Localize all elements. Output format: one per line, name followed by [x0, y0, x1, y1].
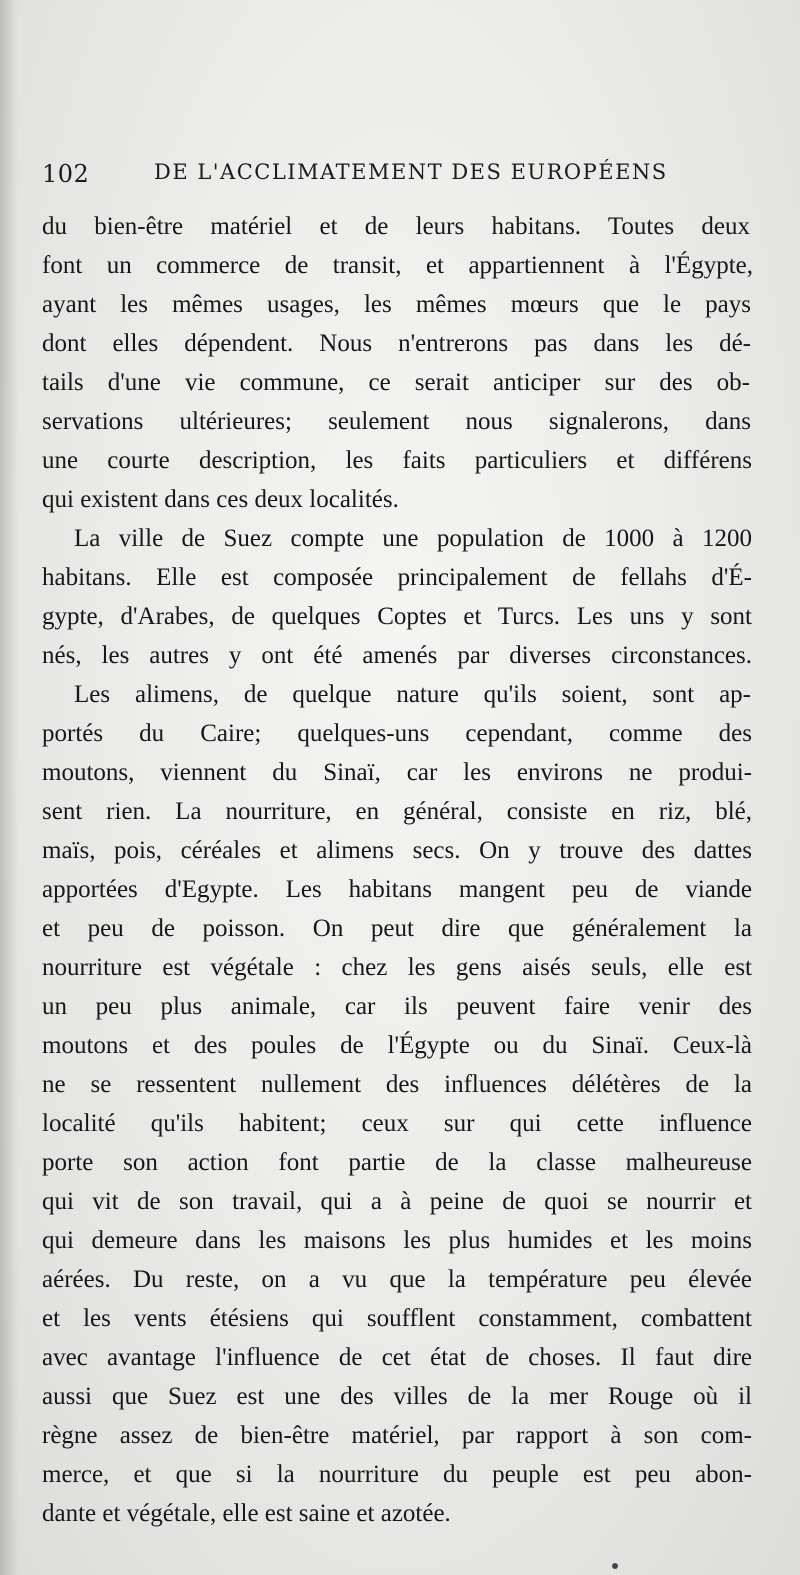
text-line: un peu plus animale, car ils peuvent faire venir des: [42, 993, 752, 1020]
text-line: règne assez de bien-être matériel, par rapport à son com-: [42, 1422, 752, 1449]
page-number: 102: [42, 160, 90, 188]
text-line: et peu de poisson. On peut dire que généralement la: [42, 915, 752, 942]
text-line: nourriture est végétale : chez les gens aisés seuls, elle est: [42, 954, 752, 981]
text-line: aussi que Suez est une des villes de la mer Rouge où il: [42, 1383, 752, 1410]
text-line: merce, et que si la nourriture du peuple est peu abon-: [42, 1461, 752, 1488]
text-line: une courte description, les faits particuliers et différens: [42, 447, 752, 474]
running-title: DE L'ACCLIMATEMENT DES EUROPÉENS: [154, 160, 668, 184]
text-line: La ville de Suez compte une population de 1000 à 1200: [74, 525, 752, 552]
text-line: localité qu'ils habitent; ceux sur qui cette influence: [42, 1110, 752, 1137]
text-line: ayant les mêmes usages, les mêmes mœurs que le pays: [42, 291, 751, 318]
text-line: qui demeure dans les maisons les plus humides et les moins: [42, 1227, 752, 1254]
text-line: ne se ressentent nullement des influences délétères de la: [42, 1071, 752, 1098]
text-line: gypte, d'Arabes, de quelques Coptes et Turcs. Les uns y sont: [42, 603, 752, 630]
text-line: et les vents étésiens qui soufflent constamment, combattent: [42, 1305, 752, 1332]
text-line: avec avantage l'influence de cet état de choses. Il faut dire: [42, 1344, 752, 1371]
text-line: nés, les autres y ont été amenés par diverses circonstances.: [42, 642, 752, 669]
text-line: dante et végétale, elle est saine et azotée.: [42, 1500, 451, 1527]
text-line: habitans. Elle est composée principalement de fellahs d'É-: [42, 564, 752, 591]
text-line: Les alimens, de quelque nature qu'ils soient, sont ap-: [74, 681, 751, 708]
text-line: portés du Caire; quelques-uns cependant, comme des: [42, 720, 752, 747]
text-line: moutons, viennent du Sinaï, car les environs ne produi-: [42, 759, 752, 786]
text-line: du bien-être matériel et de leurs habitans. Toutes deux: [42, 213, 750, 240]
text-line: qui vit de son travail, qui a à peine de quoi se nourrir et: [42, 1188, 752, 1215]
text-line: sent rien. La nourriture, en général, consiste en riz, blé,: [42, 798, 752, 825]
text-line: maïs, pois, céréales et alimens secs. On y trouve des dattes: [42, 837, 752, 864]
text-line: qui existent dans ces deux localités.: [42, 486, 399, 513]
text-line: font un commerce de transit, et appartiennent à l'Égypte,: [42, 252, 753, 279]
text-line: porte son action font partie de la classe malheureuse: [42, 1149, 752, 1176]
text-line: apportées d'Egypte. Les habitans mangent peu de viande: [42, 876, 752, 903]
text-line: tails d'une vie commune, ce serait anticiper sur des ob-: [42, 369, 750, 396]
text-line: dont elles dépendent. Nous n'entrerons pas dans les dé-: [42, 330, 751, 357]
text-line: aérées. Du reste, on a vu que la température peu élevée: [42, 1266, 752, 1293]
ink-dot: [612, 1563, 618, 1569]
text-line: moutons et des poules de l'Égypte ou du Sinaï. Ceux-là: [42, 1032, 752, 1059]
text-line: servations ultérieures; seulement nous signalerons, dans: [42, 408, 751, 435]
